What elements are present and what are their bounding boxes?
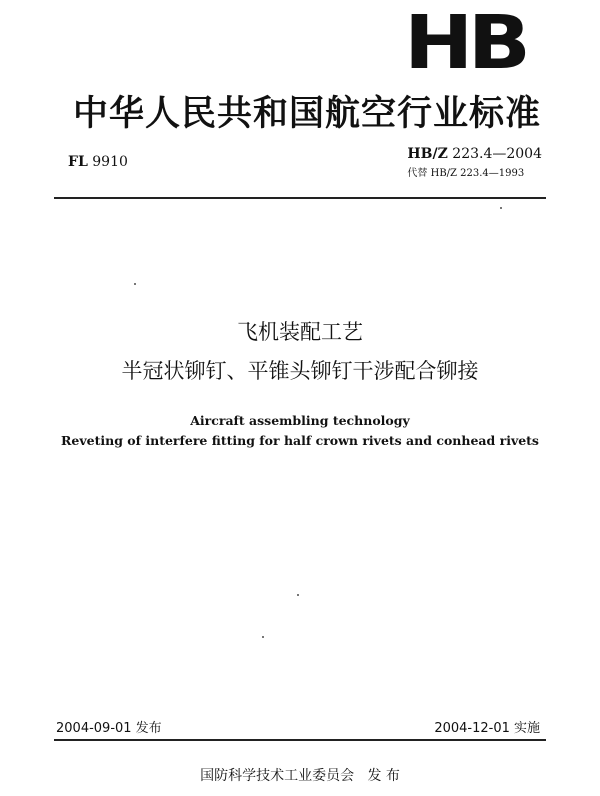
replaces-standard: 代替 HB/Z 223.4—1993	[407, 168, 525, 179]
header-divider	[54, 197, 546, 199]
hb-logo: HB	[404, 12, 526, 74]
title-cn-line1: 飞机装配工艺	[237, 320, 363, 344]
ics-code: 9910	[92, 154, 128, 170]
standard-number-prefix: HB/Z	[407, 146, 448, 162]
title-en-line2: Reveting of interfere fitting for half crown rivets and conhead rivets	[61, 433, 539, 448]
issuing-authority: 国防科学技术工业委员会 发 布	[200, 768, 400, 784]
standard-category-title: 中华人民共和国航空行业标准	[72, 94, 541, 134]
title-cn-line2: 半冠状铆钉、平锥头铆钉干涉配合铆接	[121, 359, 479, 383]
title-en-line1: Aircraft assembling technology	[190, 413, 410, 428]
issue-date: 2004-09-01 发布	[56, 721, 162, 736]
standard-number	[407, 146, 542, 162]
standard-number-block	[407, 146, 542, 179]
ics-prefix: FL	[68, 154, 88, 170]
footer-divider	[54, 739, 546, 741]
implementation-date: 2004-12-01 实施	[434, 721, 540, 736]
ics-classification	[68, 154, 128, 170]
scan-speck	[500, 207, 502, 209]
scan-speck	[297, 594, 299, 596]
standard-number-value: 223.4—2004	[452, 146, 542, 162]
scan-speck	[134, 283, 136, 285]
scan-speck	[262, 636, 264, 638]
